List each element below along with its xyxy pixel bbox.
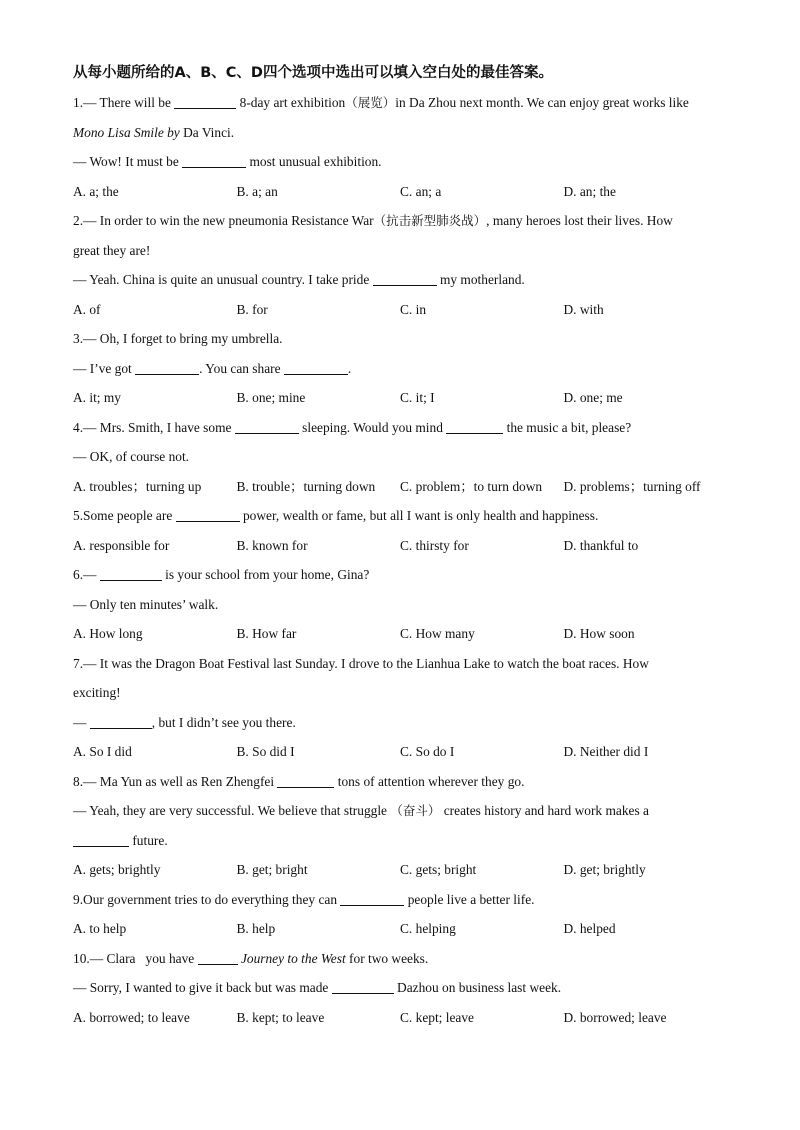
question-5-options	[73, 531, 743, 561]
answer-blank[interactable]	[332, 979, 394, 994]
text: 2.— In order to win the new pneumonia Resistance War	[73, 213, 374, 228]
text: .	[347, 360, 352, 376]
answer-blank[interactable]	[100, 566, 162, 581]
question-1-options	[73, 177, 743, 207]
question-4	[73, 413, 743, 502]
text: 1.— There will be	[73, 95, 175, 110]
option-c[interactable]: C. gets; bright	[400, 862, 477, 877]
option-c[interactable]: C. problem；to turn down	[400, 478, 543, 494]
option-a[interactable]: A. troubles；turning up	[73, 478, 202, 494]
text: . You can share	[199, 360, 284, 376]
option-a[interactable]: A. gets; brightly	[73, 862, 161, 877]
text: 7.— It was the Dragon Boat Festival last Sunday. I drove to the Lianhua Lake to watch the boat races. How	[73, 655, 649, 671]
text: 10.— Clara you have	[73, 950, 198, 966]
option-d[interactable]: D. with	[563, 301, 604, 317]
option-d[interactable]: D. How soon	[563, 626, 635, 641]
question-3-line-1	[73, 324, 743, 354]
question-10-line-1	[73, 944, 743, 974]
text: — Sorry, I wanted to give it back but was made	[73, 980, 332, 995]
question-6-options	[73, 619, 743, 649]
question-1-line-2	[73, 118, 743, 148]
option-c[interactable]: C. thirsty for	[400, 537, 469, 553]
option-d[interactable]: D. an; the	[563, 183, 616, 199]
question-6	[73, 560, 743, 649]
question-3-options	[73, 383, 743, 413]
option-c[interactable]: C. helping	[400, 921, 456, 936]
option-b[interactable]: B. help	[236, 921, 276, 936]
question-2-line-2	[73, 236, 743, 266]
option-c[interactable]: C. How many	[400, 626, 475, 641]
answer-blank[interactable]	[446, 419, 503, 434]
text: future.	[129, 832, 168, 848]
question-8-line-2	[73, 796, 743, 826]
answer-blank[interactable]	[284, 360, 348, 375]
answer-blank[interactable]	[198, 950, 238, 965]
question-7-line-3	[73, 708, 743, 738]
quiz-page	[73, 58, 743, 1032]
text: — I’ve got	[73, 360, 136, 376]
question-9	[73, 885, 743, 944]
question-4-options	[73, 472, 743, 502]
text: in Da Zhou next month. We can enjoy great works like	[395, 95, 689, 110]
text: the music a bit, please?	[503, 419, 632, 435]
text: for two weeks.	[345, 950, 429, 966]
option-b[interactable]: B. one; mine	[236, 390, 306, 405]
text: people live a better life.	[404, 891, 535, 907]
question-1-line-1	[73, 88, 743, 118]
option-b[interactable]: B. trouble；turning down	[236, 478, 376, 494]
question-7	[73, 649, 743, 767]
question-6-line-2	[73, 590, 743, 620]
option-b[interactable]: B. So did I	[236, 744, 295, 759]
answer-blank[interactable]	[90, 714, 152, 729]
question-7-line-2	[73, 678, 743, 708]
text: exciting!	[73, 685, 121, 700]
question-3-line-2	[73, 354, 743, 384]
text: , many heroes lost their lives. How	[486, 213, 673, 228]
option-d[interactable]: D. one; me	[563, 390, 623, 405]
option-c[interactable]: C. So do I	[400, 744, 455, 759]
option-c[interactable]: C. an; a	[400, 183, 442, 199]
question-8	[73, 767, 743, 885]
chinese-gloss: （展览）	[345, 95, 396, 110]
instructions-heading: 从每小题所给的A、B、C、D四个选项中选出可以填入空白处的最佳答案。	[73, 65, 553, 81]
question-5-line-1	[73, 501, 743, 531]
text: most unusual exhibition.	[246, 154, 382, 169]
text: Dazhou on business last week.	[393, 980, 562, 995]
italic-title: Journey to the West	[240, 950, 346, 966]
question-10	[73, 944, 743, 1033]
option-a[interactable]: A. borrowed; to leave	[73, 1009, 190, 1025]
text: great they are!	[73, 242, 151, 258]
option-d[interactable]: D. borrowed; leave	[563, 1009, 667, 1025]
option-a[interactable]: A. So I did	[73, 744, 132, 759]
option-a[interactable]: A. it; my	[73, 390, 121, 405]
text: 9.Our government tries to do everything they can	[73, 891, 341, 907]
text: — Yeah. China is quite an unusual country. I take pride	[73, 272, 373, 287]
text: sleeping. Would you mind	[298, 419, 447, 435]
question-4-line-2	[73, 442, 743, 472]
option-d[interactable]: D. helped	[563, 921, 616, 936]
question-9-line-1	[73, 885, 743, 915]
option-a[interactable]: A. to help	[73, 921, 127, 936]
option-a[interactable]: A. responsible for	[73, 537, 170, 553]
question-4-line-1	[73, 413, 743, 443]
text: 4.— Mrs. Smith, I have some	[73, 419, 235, 435]
answer-blank[interactable]	[182, 153, 246, 168]
question-1	[73, 88, 743, 206]
option-c[interactable]: C. it; I	[400, 390, 435, 405]
option-a[interactable]: A. of	[73, 301, 101, 317]
option-c[interactable]: C. in	[400, 301, 427, 317]
text: , but I didn’t see you there.	[151, 714, 296, 730]
option-b[interactable]: B. get; bright	[236, 862, 308, 877]
text: — OK, of course not.	[73, 449, 190, 464]
option-d[interactable]: D. get; brightly	[563, 862, 646, 877]
option-b[interactable]: B. kept; to leave	[236, 1009, 325, 1025]
text: 5.Some people are	[73, 508, 176, 523]
option-d[interactable]: D. problems；turning off	[563, 478, 701, 494]
answer-blank[interactable]	[176, 507, 240, 522]
answer-blank[interactable]	[174, 94, 236, 109]
text: is your school from your home, Gina?	[161, 567, 370, 582]
question-10-options	[73, 1003, 743, 1033]
option-b[interactable]: B. known for	[236, 537, 308, 553]
answer-blank[interactable]	[135, 360, 199, 375]
question-3	[73, 324, 743, 413]
answer-blank[interactable]	[277, 773, 334, 788]
text: 8.— Ma Yun as well as Ren Zhengfei	[73, 773, 278, 789]
chinese-gloss: （奋斗）	[390, 803, 441, 818]
text: my motherland.	[436, 272, 525, 287]
question-2-line-3	[73, 265, 743, 295]
text: — Only ten minutes’ walk.	[73, 596, 219, 612]
answer-blank[interactable]	[373, 271, 437, 286]
text: creates history and hard work makes a	[440, 803, 649, 818]
option-b[interactable]: B. How far	[236, 626, 297, 641]
answer-blank[interactable]	[340, 891, 404, 906]
option-a[interactable]: A. How long	[73, 626, 143, 641]
question-1-line-3	[73, 147, 743, 177]
chinese-gloss: （抗击新型肺炎战）	[373, 213, 487, 228]
question-8-options	[73, 855, 743, 885]
question-5	[73, 501, 743, 560]
text: — Wow! It must be	[73, 154, 183, 169]
text: power, wealth or fame, but all I want is only health and happiness.	[239, 508, 599, 523]
answer-blank[interactable]	[73, 832, 129, 847]
text: 8-day art exhibition	[236, 95, 346, 110]
question-7-line-1	[73, 649, 743, 679]
option-a[interactable]: A. a; the	[73, 183, 119, 199]
text: 6.—	[73, 567, 100, 582]
question-9-options	[73, 914, 743, 944]
text: tons of attention wherever they go.	[334, 773, 525, 789]
question-2	[73, 206, 743, 324]
text: Da Vinci.	[179, 124, 235, 140]
option-c[interactable]: C. kept; leave	[400, 1009, 474, 1025]
question-6-line-1	[73, 560, 743, 590]
question-2-options	[73, 295, 743, 325]
question-10-line-2	[73, 973, 743, 1003]
text: — Yeah, they are very successful. We believe that struggle	[73, 803, 391, 818]
text: —	[73, 714, 90, 730]
option-d[interactable]: D. thankful to	[563, 537, 639, 553]
option-d[interactable]: D. Neither did I	[563, 744, 649, 759]
question-8-line-3	[73, 826, 743, 856]
question-2-line-1	[73, 206, 743, 236]
option-b[interactable]: B. a; an	[236, 183, 278, 199]
text: 3.— Oh, I forget to bring my umbrella.	[73, 331, 283, 346]
italic-title: Mono Lisa Smile by	[73, 124, 180, 140]
question-8-line-1	[73, 767, 743, 797]
option-b[interactable]: B. for	[236, 301, 268, 317]
answer-blank[interactable]	[235, 419, 299, 434]
question-7-options	[73, 737, 743, 767]
